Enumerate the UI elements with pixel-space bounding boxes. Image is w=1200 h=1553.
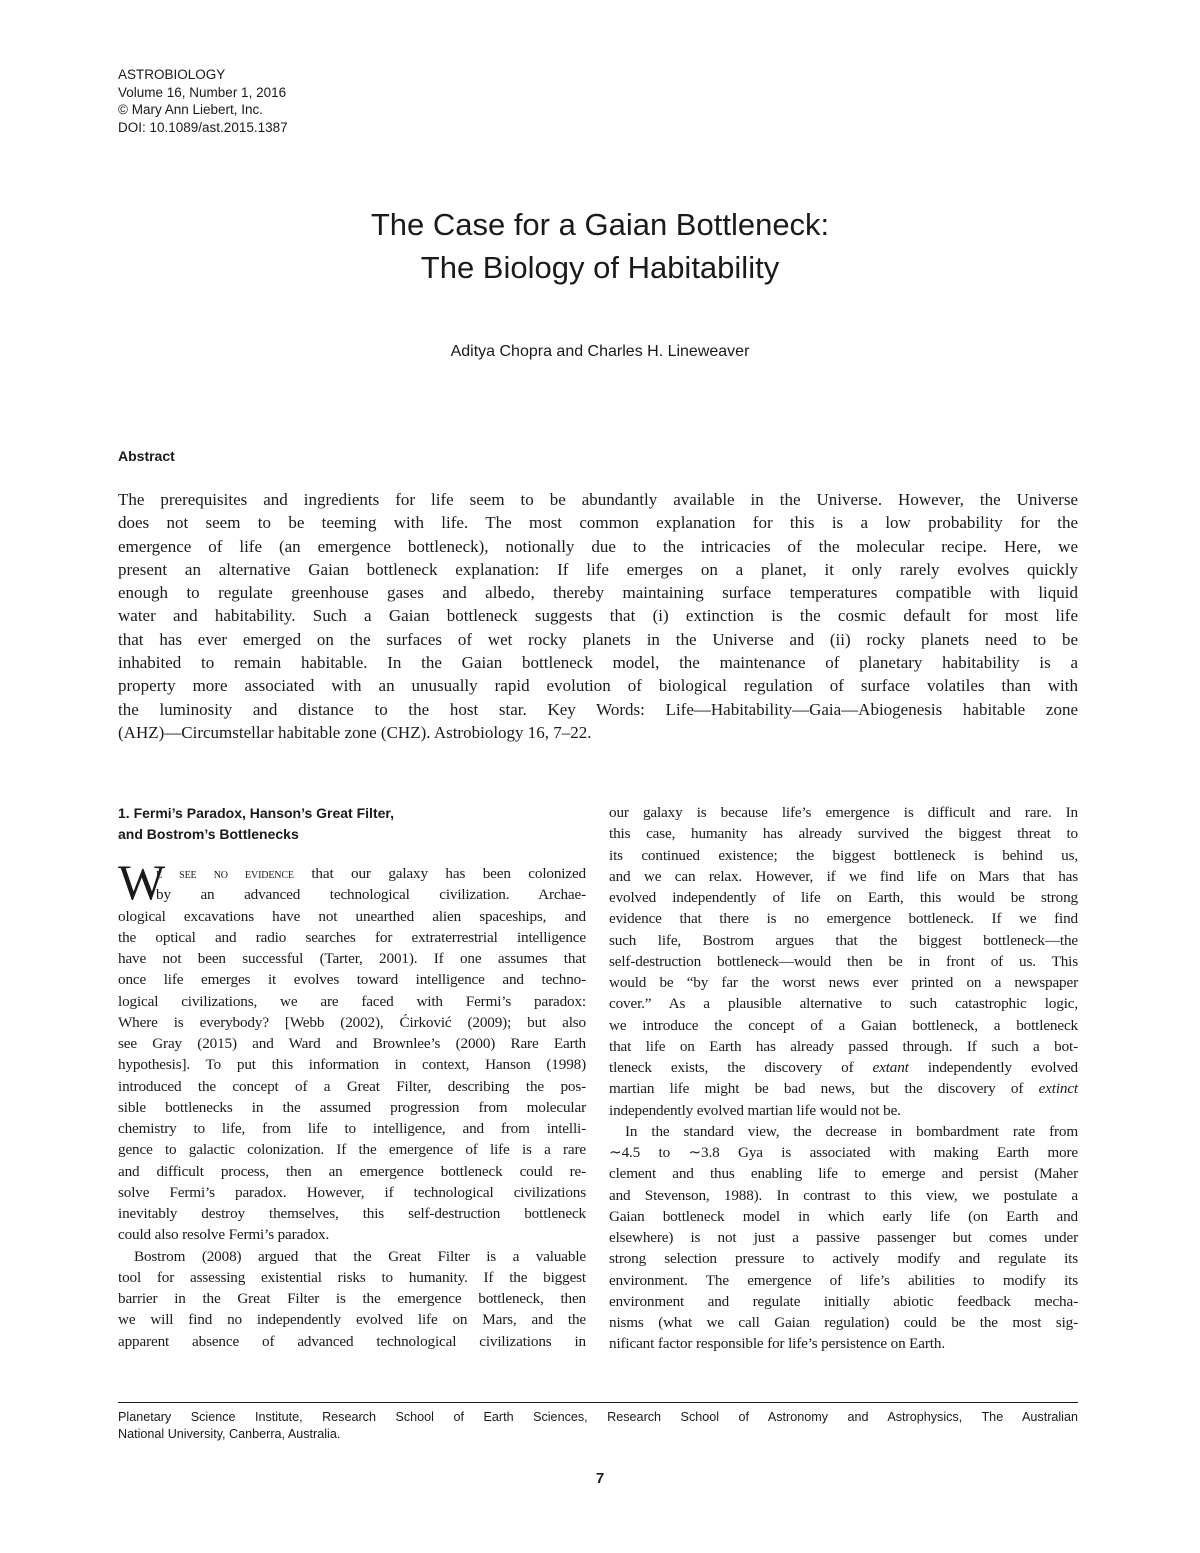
text-run: independently evolved [908, 1059, 1078, 1076]
abstract-line: that has ever emerged on the surfaces of wet rocky planets in the Universe and (ii) rocky planets need to be [118, 629, 1078, 649]
body-line: Gaian bottleneck model in which early life (on Earth and [609, 1207, 1078, 1225]
body-line: that life on Earth has already passed through. If such a bot- [609, 1037, 1078, 1055]
body-line: ∼4.5 to ∼3.8 Gya is associated with making Earth more [609, 1144, 1078, 1161]
page-number: 7 [595, 1470, 605, 1487]
body-line: strong selection pressure to actively modify and regulate its [609, 1250, 1078, 1268]
body-line: barrier in the Great Filter is the emergence bottleneck, then [118, 1290, 586, 1307]
body-line: solve Fermi’s paradox. However, if technological civilizations [118, 1183, 586, 1201]
body-line: nisms (what we call Gaian regulation) could be the most sig- [609, 1314, 1078, 1331]
body-line: would be “by far the worst news ever printed on a newspaper [609, 974, 1078, 991]
journal-volume: Volume 16, Number 1, 2016 [118, 84, 287, 100]
body-line: its continued existence; the biggest bottleneck is behind us, [609, 846, 1078, 864]
body-line: independently evolved martian life would not be. [609, 1101, 901, 1119]
body-line: environment. The emergence of life’s abilities to modify its [609, 1271, 1078, 1289]
journal-doi[interactable]: DOI: 10.1089/ast.2015.1387 [118, 119, 288, 135]
journal-copyright: © Mary Ann Liebert, Inc. [118, 102, 264, 117]
body-line: tool for assessing existential risks to humanity. If the biggest [118, 1268, 586, 1286]
body-line: our galaxy is because life’s emergence is difficult and rare. In [609, 804, 1078, 821]
right-column [609, 802, 1078, 1355]
body-line: introduced the concept of a Great Filter, describing the pos- [118, 1077, 586, 1095]
body-line: we will find no independently evolved life on Mars, and the [118, 1311, 586, 1329]
body-line: sible bottlenecks in the assumed progression from molecular [118, 1098, 586, 1116]
left-column [118, 863, 586, 1352]
body-line: once life emerges it evolves toward intelligence and techno- [118, 971, 586, 989]
body-line: this case, humanity has already survived the biggest threat to [609, 825, 1078, 843]
body-line: hypothesis]. To put this information in context, Hanson (1998) [118, 1056, 586, 1074]
body-line: Where is everybody? [Webb (2002), Ćirković (2009); but also [118, 1013, 586, 1031]
body-line: apparent absence of advanced technological civilizations in [118, 1332, 586, 1350]
body-line: clement and thus enabling life to emerge and persist (Maher [609, 1165, 1078, 1183]
body-line: the optical and radio searches for extraterrestrial intelligence [118, 928, 586, 946]
title-line-1: The Case for a Gaian Bottleneck: [370, 207, 830, 242]
body-line: such life, Bostrom argues that the biggest bottleneck—the [609, 931, 1078, 949]
text-run: martian life might be bad news, but the discovery of [609, 1080, 1039, 1098]
journal-meta [118, 66, 288, 136]
body-line: and Stevenson, 1988). In contrast to this view, we postulate a [609, 1186, 1078, 1204]
article-title [0, 203, 1200, 289]
body-line: chemistry to life, from life to intelligence, and from intelli- [118, 1120, 586, 1137]
section-heading-line-2: and Bostrom’s Bottlenecks [118, 826, 299, 842]
body-line: gence to galactic colonization. If the emergence of life is a rare [118, 1141, 586, 1159]
abstract-text [118, 488, 1078, 744]
body-line: self-destruction bottleneck—would then be in front of us. This [609, 952, 1078, 970]
body-line: could also resolve Fermi’s paradox. [118, 1226, 330, 1244]
body-line: environment and regulate initially abiotic feedback mecha- [609, 1292, 1078, 1310]
abstract-line: water and habitability. Such a Gaian bottleneck suggests that (i) extinction is the cosmic default for most life [118, 606, 1078, 626]
abstract-line: property more associated with an unusually rapid evolution of biological regulation of surface volatiles than with [118, 676, 1078, 696]
body-line: cover.” As a plausible alternative to such catastrophic logic, [609, 995, 1078, 1013]
section-heading-line-1: 1. Fermi’s Paradox, Hanson’s Great Filter, [118, 805, 394, 821]
body-line: by an advanced technological civilization. Archae- [156, 886, 586, 904]
body-line: evidence that there is no emergence bottleneck. If we find [609, 910, 1078, 928]
abstract-line: does not seem to be teeming with life. The most common explanation for this is a low probability for the [118, 513, 1078, 533]
emphasis-extant: extant [872, 1059, 909, 1076]
body-line: and difficult process, then an emergence bottleneck could re- [118, 1162, 586, 1180]
body-line: logical civilizations, we are faced with Fermi’s paradox: [118, 992, 586, 1010]
body-line [609, 1078, 1078, 1099]
abstract-line: The prerequisites and ingredients for life seem to be abundantly available in the Universe. However, the Universe [118, 490, 1078, 509]
abstract-line: emergence of life (an emergence bottleneck), notionally due to the intricacies of the molecular recipe. Here, we [118, 536, 1078, 556]
body-line: Bostrom (2008) argued that the Great Filter is a valuable [134, 1247, 586, 1265]
journal-name: ASTROBIOLOGY [118, 67, 226, 82]
body-line: inevitably destroy themselves, this self-destruction bottleneck [118, 1205, 586, 1222]
section-heading [118, 803, 394, 845]
title-line-2: The Biology of Habitability [420, 250, 780, 285]
footnote-divider [118, 1402, 1078, 1403]
body-line: have not been successful (Tarter, 2001). If one assumes that [118, 950, 586, 967]
body-line: nificant factor responsible for life’s persistence on Earth. [609, 1335, 945, 1353]
body-line: In the standard view, the decrease in bombardment rate from [625, 1122, 1078, 1140]
body-line: and we can relax. However, if we find life on Mars that has [609, 867, 1078, 885]
body-line: evolved independently of life on Earth, this would be strong [609, 889, 1078, 906]
body-line [609, 1057, 1078, 1078]
author-list: Aditya Chopra and Charles H. Lineweaver [450, 343, 750, 360]
first-line-rest: that our galaxy has been colonized [293, 865, 586, 882]
abstract-line: the luminosity and distance to the host star. Key Words: Life—Habitability—Gaia—Abiogenesis habitable zone [118, 699, 1078, 719]
affiliation-line-1: Planetary Science Institute, Research School of Earth Sciences, Research School of Astronomy and Astrophysics, The Australian [118, 1410, 1078, 1424]
affiliation-line-2: National University, Canberra, Australia. [118, 1427, 341, 1441]
smallcaps-lead: e see no evidence [156, 867, 294, 882]
body-line: see Gray (2015) and Ward and Brownlee’s (2000) Rare Earth [118, 1035, 586, 1052]
abstract-line: enough to regulate greenhouse gases and albedo, thereby maintaining surface temperatures compatible with liquid [118, 583, 1078, 603]
text-run: tleneck exists, the discovery of [609, 1059, 873, 1076]
affiliation-footnote [118, 1409, 1078, 1443]
abstract-line: inhabited to remain habitable. In the Gaian bottleneck model, the maintenance of planetary habitability is a [118, 653, 1078, 673]
abstract-line: present an alternative Gaian bottleneck explanation: If life emerges on a planet, it only rarely evolves quickly [118, 559, 1078, 579]
abstract-heading: Abstract [118, 448, 175, 464]
body-line: ological excavations have not unearthed alien spaceships, and [118, 907, 586, 925]
abstract-line: (AHZ)—Circumstellar habitable zone (CHZ). Astrobiology 16, 7–22. [118, 722, 592, 742]
drop-cap: W [118, 854, 166, 910]
emphasis-extinct: extinct [1038, 1080, 1078, 1098]
first-line [118, 863, 586, 884]
body-line: we introduce the concept of a Gaian bottleneck, a bottleneck [609, 1016, 1078, 1034]
body-line: elsewhere) is not just a passive passenger but comes under [609, 1229, 1078, 1246]
